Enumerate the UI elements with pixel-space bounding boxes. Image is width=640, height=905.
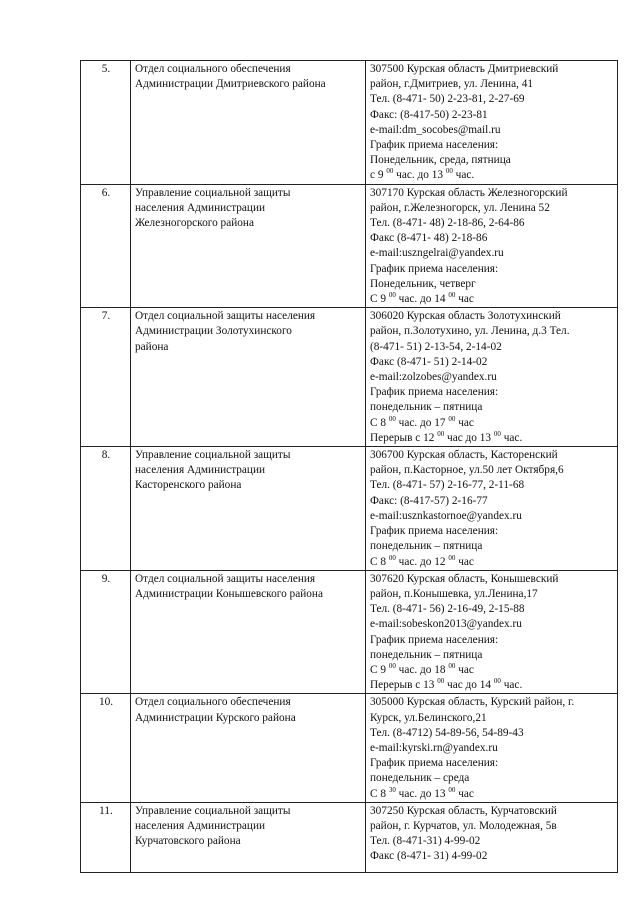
schedule-hours — [370, 663, 614, 678]
contact-info — [366, 570, 618, 694]
schedule-text: час. до 18 — [395, 663, 449, 676]
department-name — [131, 802, 366, 872]
row-number: 8. — [81, 447, 131, 571]
department-name — [131, 570, 366, 694]
schedule-text: час. до 13 — [395, 787, 449, 800]
contact-info-line: Тел. (8-471-31) 4-99-02 — [370, 835, 481, 848]
schedule-text: С 8 — [370, 416, 389, 429]
schedule-text: С 8 — [370, 787, 389, 800]
schedule-minutes: 00 — [388, 553, 396, 562]
contact-info-line: район, п.Конышевка, ул.Ленина,17 — [370, 587, 538, 600]
schedule-text: С 9 — [370, 663, 389, 676]
schedule-text: с 9 — [370, 169, 387, 182]
schedule-hours — [370, 416, 614, 431]
schedule-hours — [370, 787, 614, 802]
schedule-text: час. до 17 — [395, 416, 449, 429]
schedule-text: Перерыв с 13 — [370, 679, 438, 692]
schedule-text: С 8 — [370, 555, 389, 568]
row-number: 11. — [81, 802, 131, 872]
contact-info-line: Факс (8-471- 31) 4-99-02 — [370, 850, 488, 863]
schedule-minutes: 00 — [388, 291, 396, 300]
schedule-hours — [370, 431, 614, 446]
schedule-minutes: 00 — [388, 661, 396, 670]
schedule-text: час. — [500, 431, 523, 444]
schedule-text: час. — [452, 169, 475, 182]
contact-info-line: e-mail:dm_socobes@mail.ru — [370, 123, 501, 136]
contact-info-line: Понедельник, среда, пятница — [370, 154, 511, 167]
department-name-line: Управление социальной защиты — [135, 804, 291, 817]
department-name-line: Железногорского района — [135, 217, 254, 230]
schedule-hours — [370, 168, 614, 183]
table-body — [81, 61, 618, 873]
department-name-line: Администрации Золотухинского — [135, 325, 292, 338]
contact-info-line: понедельник – пятница — [370, 648, 483, 661]
contact-info-line: Тел. (8-471- 48) 2-18-86, 2-64-86 — [370, 217, 525, 230]
department-name — [131, 308, 366, 447]
table-row — [81, 694, 618, 802]
department-name-line: Администрации Дмитриевского района — [135, 78, 326, 91]
contact-info-line: понедельник – пятница — [370, 540, 483, 553]
schedule-hours — [370, 678, 614, 693]
contact-info — [366, 184, 618, 308]
contact-info-line: e-mail:zolzobes@yandex.ru — [370, 371, 497, 384]
schedule-minutes: 00 — [493, 677, 501, 686]
contact-info-line: Факс (8-471- 51) 2-14-02 — [370, 355, 488, 368]
table-row — [81, 308, 618, 447]
department-name-line: района — [135, 340, 169, 353]
schedule-text: час. до 12 — [395, 555, 449, 568]
department-name-line: Администрации Конышевского района — [135, 587, 323, 600]
schedule-text: час — [455, 555, 474, 568]
contact-info-line: График приема населения: — [370, 386, 499, 399]
table-row — [81, 570, 618, 694]
schedule-text: час. до 13 — [393, 169, 446, 182]
contact-info-line: e-mail:uszngelrai@yandex.ru — [370, 247, 504, 260]
row-number: 5. — [81, 61, 131, 185]
contact-info-line: e-mail:sobeskon2013@yandex.ru — [370, 618, 522, 631]
contact-info-line: район, г.Дмитриев, ул. Ленина, 41 — [370, 78, 534, 91]
department-name — [131, 61, 366, 185]
contact-info-line: Курск, ул.Белинского,21 — [370, 711, 487, 724]
schedule-text: час — [455, 293, 474, 306]
contact-info-line: График приема населения: — [370, 757, 499, 770]
contact-info-line: 307170 Курская область Железногорский — [370, 186, 568, 199]
schedule-minutes: 00 — [448, 553, 456, 562]
contact-info-line: График приема населения: — [370, 525, 499, 538]
department-name-line: населения Администрации — [135, 464, 266, 477]
contact-info-line: район, г.Железногорск, ул. Ленина 52 — [370, 201, 550, 214]
schedule-hours — [370, 292, 614, 307]
contact-info-line: График приема населения: — [370, 633, 499, 646]
table-row — [81, 447, 618, 571]
contact-info-line: Тел. (8-471- 57) 2-16-77, 2-11-68 — [370, 479, 525, 492]
contact-info-line: район, г. Курчатов, ул. Молодежная, 5в — [370, 819, 557, 832]
department-name-line: населения Администрации — [135, 819, 266, 832]
schedule-minutes: 00 — [448, 291, 456, 300]
contact-info-line: 306020 Курская область Золотухинский — [370, 310, 561, 323]
contact-info-line: График приема населения: — [370, 262, 499, 275]
contact-info — [366, 802, 618, 872]
contact-info-line: понедельник – среда — [370, 772, 470, 785]
contact-info — [366, 447, 618, 571]
contact-info-line: 305000 Курская область, Курский район, г. — [370, 696, 575, 709]
department-name-line: Курчатовского района — [135, 835, 241, 848]
schedule-minutes: 00 — [448, 414, 456, 423]
schedule-text: час до 13 — [444, 431, 494, 444]
department-name-line: Управление социальной защиты — [135, 449, 291, 462]
schedule-hours — [370, 555, 614, 570]
contact-info-line: Тел. (8-471- 50) 2-23-81, 2-27-69 — [370, 93, 525, 106]
schedule-text: час. до 14 — [395, 293, 449, 306]
contact-info-line: (8-471- 51) 2-13-54, 2-14-02 — [370, 340, 502, 353]
department-name-line: Касторенского района — [135, 479, 242, 492]
schedule-minutes: 00 — [386, 167, 394, 176]
department-name-line: населения Администрации — [135, 201, 266, 214]
contact-info-line: 307620 Курская область, Конышевский — [370, 572, 559, 585]
schedule-text: С 9 — [370, 293, 389, 306]
contact-info-line: Факс (8-471- 48) 2-18-86 — [370, 232, 488, 245]
table-row — [81, 802, 618, 872]
row-number: 9. — [81, 570, 131, 694]
contact-info-line: 306700 Курская область, Касторенский — [370, 449, 558, 462]
contact-info-line: e-mail:usznkastornoe@yandex.ru — [370, 509, 522, 522]
schedule-minutes: 00 — [437, 429, 445, 438]
schedule-text: час — [455, 416, 474, 429]
departments-table — [80, 60, 618, 873]
department-name-line: Администрации Курского района — [135, 711, 296, 724]
contact-info-line: График приема населения: — [370, 139, 499, 152]
contact-info-line: Понедельник, четверг — [370, 277, 476, 290]
contact-info-line: район, п.Золотухино, ул. Ленина, д.3 Тел. — [370, 325, 570, 338]
schedule-text: час — [455, 787, 474, 800]
table-row — [81, 184, 618, 308]
row-number: 7. — [81, 308, 131, 447]
contact-info-line: район, п.Касторное, ул.50 лет Октября,6 — [370, 464, 564, 477]
contact-info-line: Факс: (8-417-50) 2-23-81 — [370, 108, 488, 121]
schedule-minutes: 00 — [437, 677, 445, 686]
contact-info-line: 307250 Курская область, Курчатовский — [370, 804, 557, 817]
row-number: 10. — [81, 694, 131, 802]
contact-info — [366, 308, 618, 447]
contact-info-line: 307500 Курская область Дмитриевский — [370, 63, 559, 75]
table-row — [81, 61, 618, 185]
schedule-minutes: 00 — [388, 414, 396, 423]
department-name-line: Управление социальной защиты — [135, 186, 291, 199]
contact-info-line: e-mail:kyrski.rn@yandex.ru — [370, 741, 498, 754]
department-name — [131, 694, 366, 802]
department-name-line: Отдел социального обеспечения — [135, 696, 291, 709]
schedule-minutes: 00 — [493, 429, 501, 438]
schedule-minutes: 00 — [448, 785, 456, 794]
schedule-text: час — [455, 663, 474, 676]
department-name-line: Отдел социальной защиты населения — [135, 572, 316, 585]
contact-info-line: Тел. (8-4712) 54-89-56, 54-89-43 — [370, 726, 524, 739]
schedule-text: час до 14 — [444, 679, 494, 692]
department-name-line: Отдел социальной защиты населения — [135, 310, 316, 323]
schedule-minutes: 00 — [448, 661, 456, 670]
department-name — [131, 184, 366, 308]
department-name — [131, 447, 366, 571]
contact-info — [366, 694, 618, 802]
schedule-minutes: 00 — [445, 167, 453, 176]
row-number: 6. — [81, 184, 131, 308]
schedule-minutes: 30 — [388, 785, 396, 794]
contact-info — [366, 61, 618, 185]
department-name-line: Отдел социального обеспечения — [135, 63, 291, 75]
schedule-text: час. — [500, 679, 523, 692]
contact-info-line: Тел. (8-471- 56) 2-16-49, 2-15-88 — [370, 603, 525, 616]
contact-info-line: Факс: (8-417-57) 2-16-77 — [370, 494, 488, 507]
contact-info-line: понедельник – пятница — [370, 401, 483, 414]
schedule-text: Перерыв с 12 — [370, 431, 438, 444]
